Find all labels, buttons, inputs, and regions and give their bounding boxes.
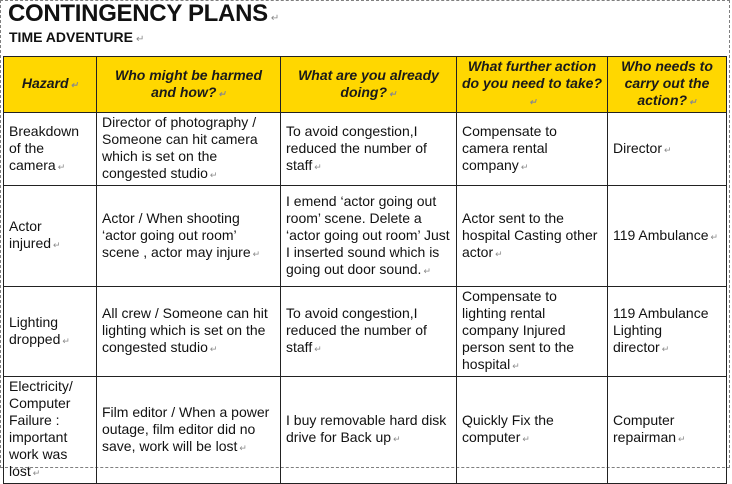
cell-text: I emend ‘actor going out room’ scene. Delete a ‘actor going out room’ Just I inserted sound which is going out door sound. (286, 192, 450, 277)
table-cell[interactable] (4, 377, 97, 484)
paragraph-mark-icon: ↵ (678, 434, 686, 444)
header-hazard (4, 57, 97, 113)
table-row (4, 186, 727, 287)
cell-text: Director (613, 139, 663, 156)
cell-text: I buy removable hard disk drive for Back up (286, 412, 447, 445)
title-text: CONTINGENCY PLANS (8, 0, 268, 27)
cell-text: Actor sent to the hospital Casting other actor (462, 209, 598, 260)
paragraph-mark-icon: ↵ (218, 88, 226, 99)
paragraph-mark-icon: ↵ (314, 161, 322, 172)
table-cell[interactable] (457, 113, 608, 186)
paragraph-mark-icon: ↵ (689, 97, 697, 107)
paragraph-mark-icon: ↵ (53, 240, 61, 250)
header-already-doing (281, 57, 457, 113)
paragraph-mark-icon: ↵ (522, 434, 530, 444)
cell-text: Director of photography / Someone can hit camera which is set on the congested studio (102, 114, 258, 181)
cell-text: To avoid congestion,I reduced the number of staff (286, 305, 427, 355)
table-cell[interactable] (4, 287, 97, 377)
paragraph-mark-icon: ↵ (520, 161, 529, 172)
contingency-table (3, 56, 727, 484)
header-who-harmed (97, 57, 281, 113)
table-cell[interactable] (281, 113, 457, 186)
cell-text: Who needs to carry out the action? (621, 58, 713, 108)
cell-text: 119 Ambulance Lighting director (613, 305, 709, 355)
paragraph-mark-icon: ↵ (209, 170, 218, 180)
cell-text: What are you already doing? (298, 66, 439, 100)
table-cell[interactable] (97, 377, 281, 484)
paragraph-mark-icon: ↵ (62, 335, 70, 346)
cell-text: Breakdown of the camera (9, 122, 80, 173)
cell-text: Compensate to camera rental company (462, 122, 557, 173)
cell-text: Actor injured (9, 218, 52, 251)
table-cell[interactable] (608, 186, 727, 287)
cell-text: Compensate to lighting rental company Injured person sent to the hospital (462, 288, 575, 372)
cell-text: Electricity/ Computer Failure : important work was lost (9, 378, 73, 479)
paragraph-mark-icon: ↵ (314, 344, 322, 354)
document-title (8, 0, 279, 28)
cell-text: Film editor / When a power outage, film editor did no save, work will be lost (102, 403, 270, 454)
table-row (4, 113, 727, 186)
cell-text: To avoid congestion,I reduced the number of staff (286, 122, 427, 173)
table-cell[interactable] (457, 287, 608, 377)
cell-text: Who might be harmed and how? (115, 66, 262, 100)
table-cell[interactable] (97, 186, 281, 287)
cell-text: Lighting dropped (9, 313, 61, 347)
table-cell[interactable] (457, 186, 608, 287)
paragraph-mark-icon: ↵ (661, 344, 670, 354)
subtitle-text: TIME ADVENTURE (9, 29, 133, 45)
paragraph-mark-icon: ↵ (495, 248, 503, 259)
document-subtitle (9, 29, 144, 45)
header-who-carries-out (608, 57, 727, 113)
table-cell[interactable] (457, 377, 608, 484)
cell-text: Actor / When shooting ‘actor going out room’ scene , actor may injure (102, 209, 251, 260)
cell-text: Computer repairman (613, 412, 677, 445)
table-cell[interactable] (281, 186, 457, 287)
paragraph-mark-icon: ↵ (57, 161, 66, 172)
header-further-action (457, 57, 608, 113)
table-cell[interactable] (4, 186, 97, 287)
paragraph-mark-icon: ↵ (529, 97, 537, 107)
table-cell[interactable] (281, 377, 457, 484)
paragraph-mark-icon: ↵ (664, 144, 672, 155)
paragraph-mark-icon: ↵ (70, 80, 79, 90)
paragraph-mark-icon: ↵ (239, 442, 247, 453)
paragraph-mark-icon: ↵ (393, 434, 401, 444)
paragraph-mark-icon: ↵ (252, 248, 261, 259)
table-cell[interactable] (97, 287, 281, 377)
table-cell[interactable] (4, 113, 97, 186)
paragraph-mark-icon: ↵ (512, 361, 520, 371)
cell-text: All crew / Someone can hit lighting which is set on the congested studio (102, 305, 268, 355)
table-cell[interactable] (281, 287, 457, 377)
cell-text: 119 Ambulance (613, 226, 709, 243)
paragraph-mark-icon: ↵ (270, 13, 279, 24)
table-cell[interactable] (97, 113, 281, 186)
paragraph-mark-icon: ↵ (710, 231, 719, 242)
cell-text: Hazard (21, 75, 69, 91)
paragraph-mark-icon: ↵ (389, 88, 397, 99)
table-row (4, 287, 727, 377)
paragraph-mark-icon: ↵ (209, 344, 218, 354)
table-cell[interactable] (608, 113, 727, 186)
paragraph-mark-icon: ↵ (423, 265, 431, 276)
table-cell[interactable] (608, 377, 727, 484)
paragraph-mark-icon: ↵ (135, 34, 145, 45)
table-header-row (4, 57, 727, 113)
table-row (4, 377, 727, 484)
cell-text: What further action do you need to take? (462, 58, 603, 91)
cell-text: Quickly Fix the computer (462, 412, 554, 445)
paragraph-mark-icon: ↵ (32, 468, 41, 478)
table-cell[interactable] (608, 287, 727, 377)
